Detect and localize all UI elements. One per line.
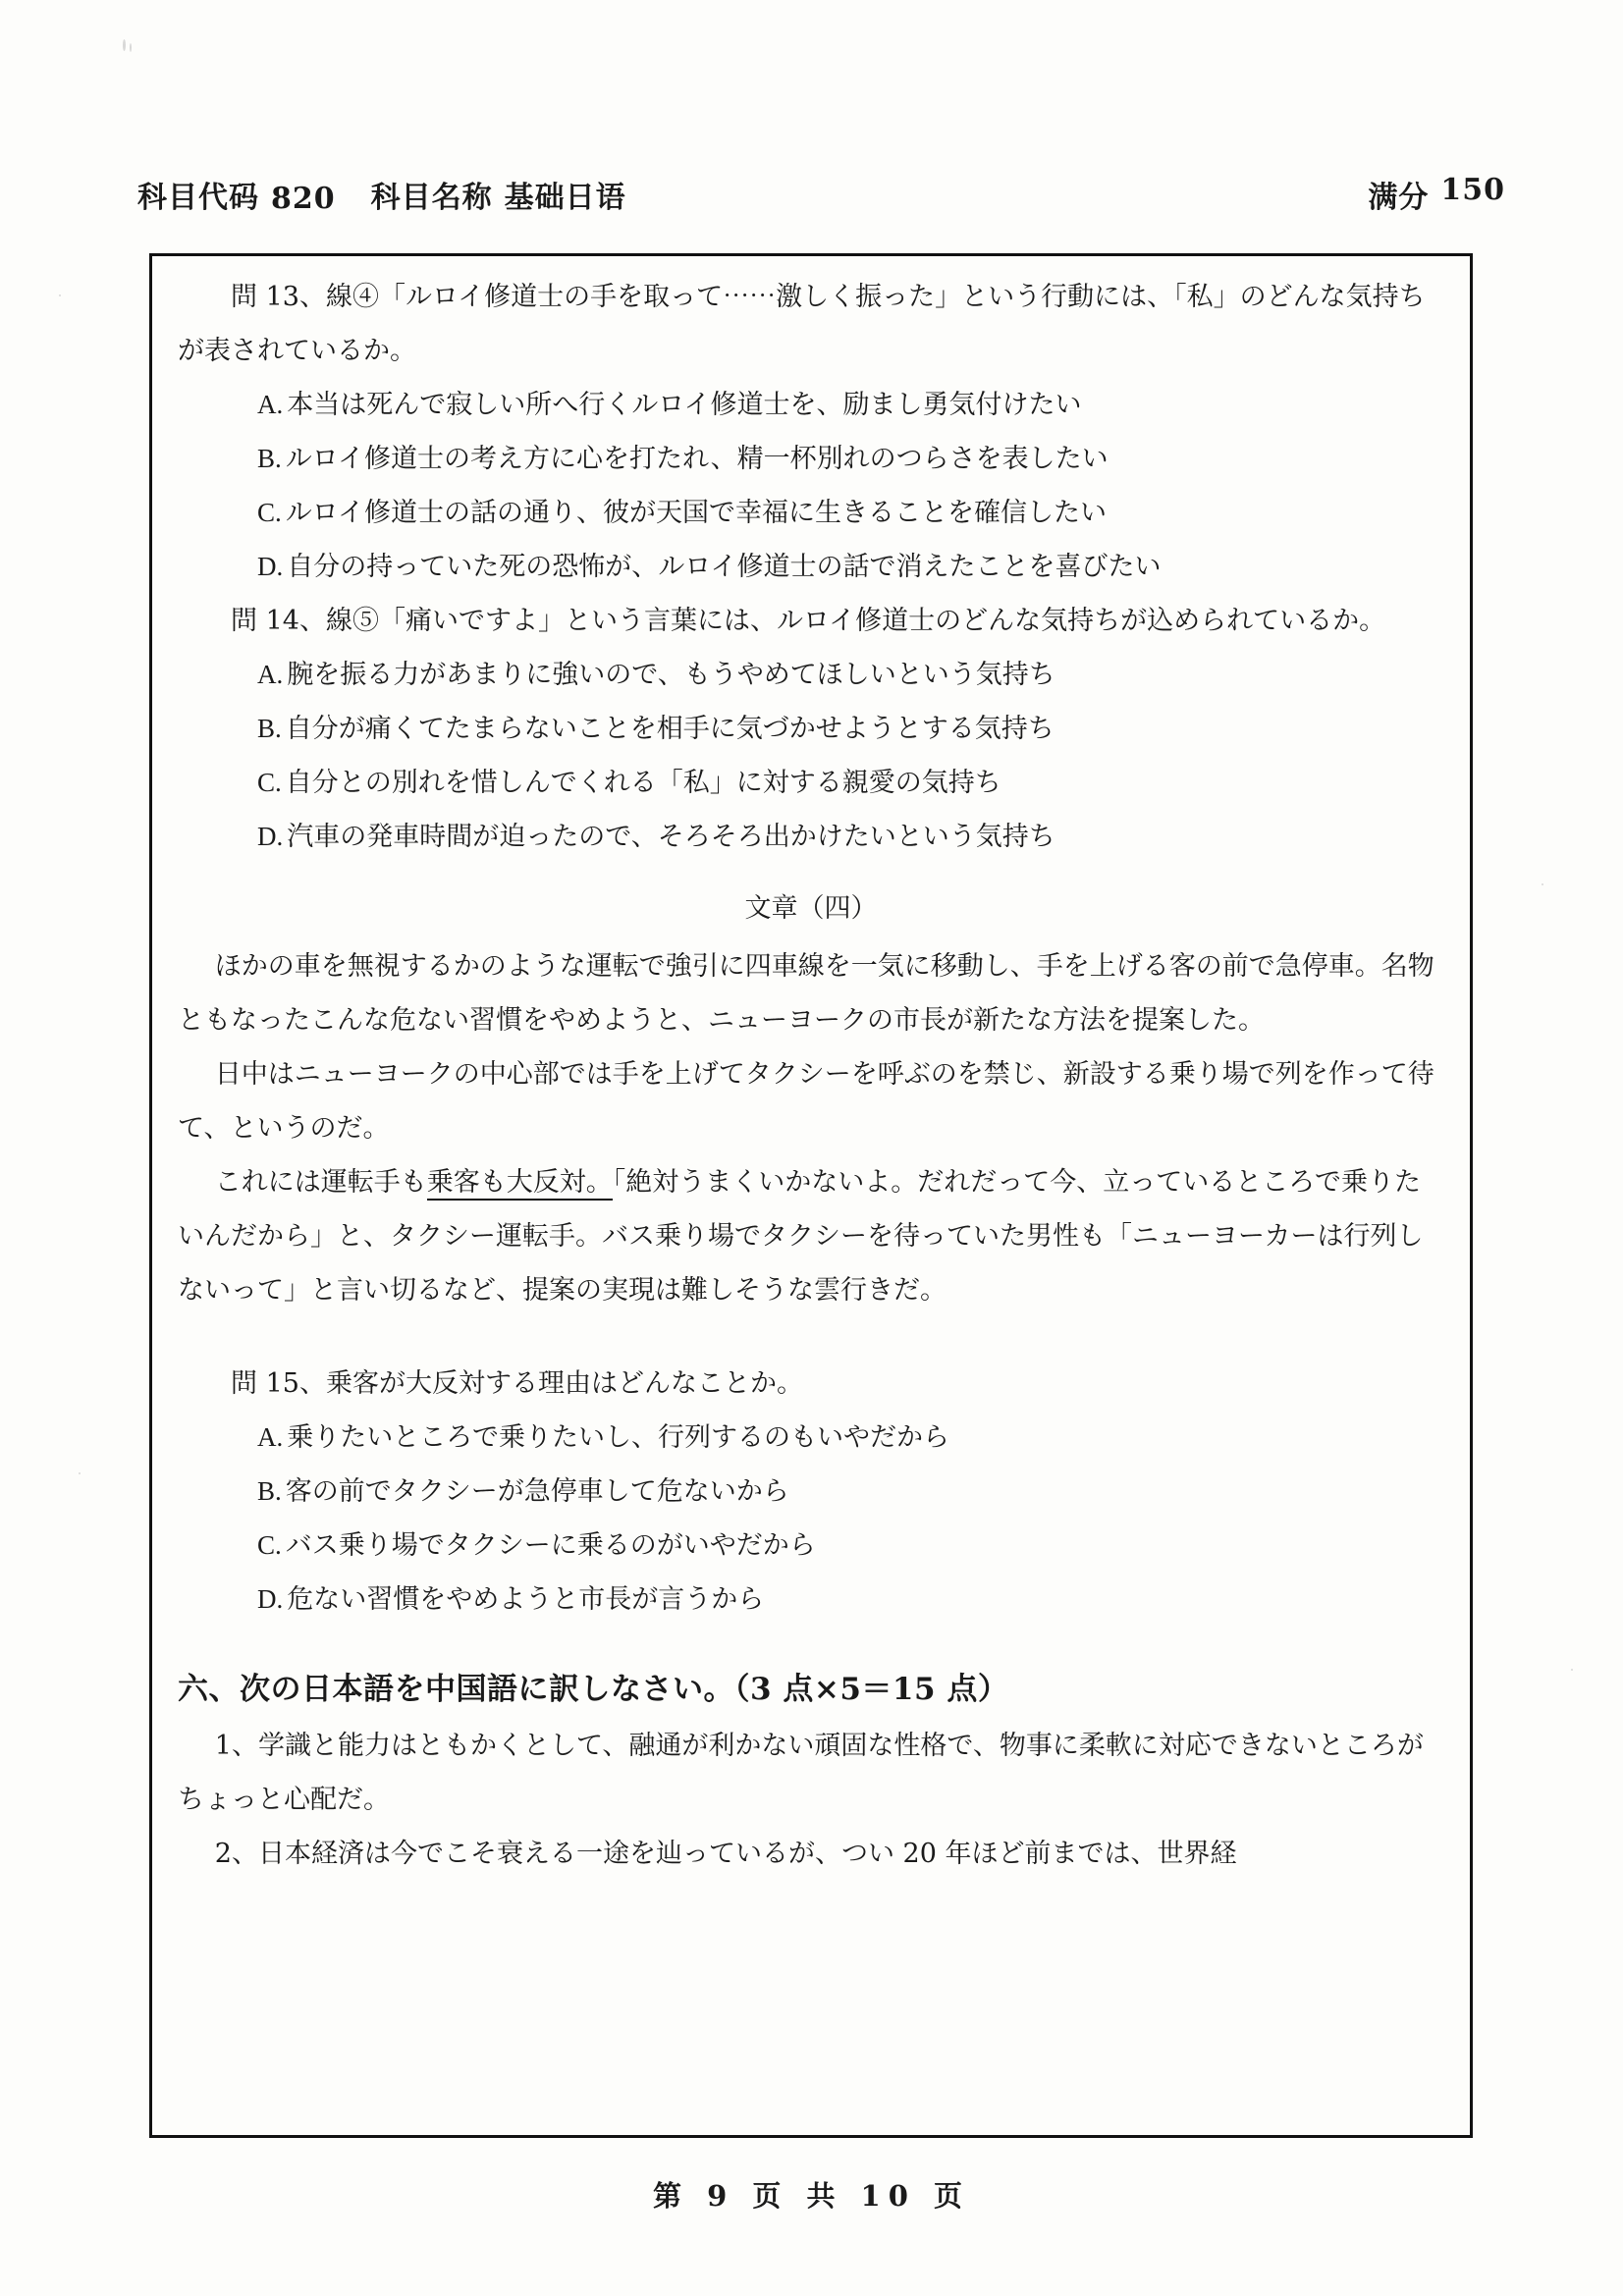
option-text: 客の前でタクシーが急停車して危ないから <box>285 1476 789 1507</box>
full-marks-value: 150 <box>1440 173 1505 207</box>
spacer <box>178 1317 1444 1357</box>
content-body <box>178 270 1444 1881</box>
scan-speck <box>130 43 132 52</box>
option-text: ルロイ修道士の話の通り、彼が天国で幸福に生きることを確信したい <box>285 498 1107 528</box>
exam-header <box>137 169 1505 216</box>
subject-name-label: 科目名称 <box>370 181 493 215</box>
question-14-option-c <box>178 756 1444 810</box>
passage-paragraph-2: 日中はニューヨークの中心部では手を上げてタクシーを呼ぶのを禁じ、新設する乗り場で列を作って待て、というのだ。 <box>178 1059 1434 1144</box>
option-letter: D. <box>257 552 284 581</box>
question-14-option-a <box>178 648 1444 702</box>
passage-p3-pre: これには運転手も <box>214 1167 427 1198</box>
question-15-option-c <box>178 1519 1444 1573</box>
full-marks <box>1368 173 1505 216</box>
option-text: 本当は死んで寂しい所へ行くルロイ修道士を、励まし勇気付けたい <box>287 390 1082 420</box>
passage-title: 文章（四） <box>744 893 878 924</box>
scan-speck <box>59 294 61 296</box>
question-15-option-a <box>178 1411 1444 1465</box>
spacer <box>178 1627 1444 1644</box>
question-14-stem: 問 14、線⑤「痛いですよ」という言葉には、ルロイ修道士のどんな気持ちが込められているか。 <box>231 606 1386 636</box>
option-letter: C. <box>257 498 282 527</box>
subject-name-value: 基础日语 <box>504 181 626 215</box>
option-text: 自分が痛くてたまらないことを相手に気づかせようとする気持ち <box>285 714 1055 744</box>
subject-name <box>371 173 626 216</box>
question-15-option-d <box>178 1573 1444 1627</box>
option-text: 自分との別れを惜しんでくれる「私」に対する親愛の気持ち <box>285 768 1001 798</box>
question-14-option-b <box>178 702 1444 756</box>
question-15-option-b <box>178 1465 1444 1519</box>
option-text: 汽車の発車時間が迫ったので、そろそろ出かけたいという気持ち <box>287 822 1055 852</box>
subject-code <box>137 173 336 216</box>
passage-p3-underlined: 乗客も大反対。 <box>427 1167 613 1201</box>
question-13-option-c <box>178 486 1444 540</box>
option-letter: B. <box>257 1476 282 1506</box>
scan-speck <box>123 39 126 51</box>
section-six-item-2: 2、日本経済は今でこそ衰える一途を辿っているが、つい 20 年ほど前までは、世界経 <box>214 1839 1237 1869</box>
passage-p3-post: 「絶対うまくいかないよ。だれだって今、立っているところで乗りたいんだから」と、タクシー運転手。バス乗り場でタクシーを待っていた男性も「ニューヨーカーは行列しないって」と言い切るなど、提案の実現は難しそうな雲行きだ。 <box>178 1167 1424 1306</box>
question-14-option-d <box>178 810 1444 864</box>
option-letter: A. <box>257 1422 284 1452</box>
option-letter: A. <box>257 660 284 689</box>
question-13-option-a <box>178 378 1444 432</box>
option-letter: D. <box>257 822 284 851</box>
option-letter: B. <box>257 714 282 743</box>
scan-speck <box>1542 883 1543 885</box>
option-text: 危ない習慣をやめようと市長が言うから <box>287 1584 765 1615</box>
section-six-heading: 六、次の日本語を中国語に訳しなさい。（3 点×5＝15 点） <box>178 1672 1009 1707</box>
option-text: 乗りたいところで乗りたいし、行列するのもいやだから <box>287 1422 949 1453</box>
question-13-stem: 問 13、線④「ルロイ修道士の手を取って⋯⋯激しく振った」という行動には、「私」のどんな気持ちが表されているか。 <box>178 282 1426 366</box>
exam-header-left <box>137 173 626 216</box>
section-six-item-1: 1、学識と能力はともかくとして、融通が利かない頑固な性格で、物事に柔軟に対応できないところがちょっと心配だ。 <box>178 1731 1424 1815</box>
option-letter: C. <box>257 768 282 797</box>
question-13-option-d <box>178 540 1444 594</box>
subject-code-value: 820 <box>271 182 336 216</box>
passage-paragraph-3 <box>178 1155 1444 1317</box>
passage-paragraph-1: ほかの車を無視するかのような運転で強引に四車線を一気に移動し、手を上げる客の前で急停車。名物ともなったこんな危ない習慣をやめようと、ニューヨークの市長が新たな方法を提案した。 <box>178 951 1434 1036</box>
question-13-option-b <box>178 432 1444 486</box>
question-15-stem: 問 15、乗客が大反対する理由はどんなことか。 <box>231 1368 803 1399</box>
option-letter: D. <box>257 1584 284 1614</box>
option-letter: B. <box>257 444 282 473</box>
option-text: バス乗り場でタクシーに乗るのがいやだから <box>285 1530 816 1561</box>
option-text: 腕を振る力があまりに強いので、もうやめてほしいという気持ち <box>287 660 1055 690</box>
page-footer: 第 9 页 共 10 页 <box>652 2179 971 2213</box>
scan-speck <box>1571 1669 1573 1671</box>
option-letter: C. <box>257 1530 282 1560</box>
option-text: ルロイ修道士の考え方に心を打たれ、精一杯別れのつらさを表したい <box>285 444 1109 474</box>
option-letter: A. <box>257 390 284 419</box>
full-marks-label: 满分 <box>1368 181 1430 215</box>
option-text: 自分の持っていた死の恐怖が、ルロイ修道士の話で消えたことを喜びたい <box>287 552 1162 582</box>
scan-speck <box>79 1472 81 1474</box>
content-frame <box>149 253 1473 2138</box>
subject-code-label: 科目代码 <box>137 181 259 215</box>
